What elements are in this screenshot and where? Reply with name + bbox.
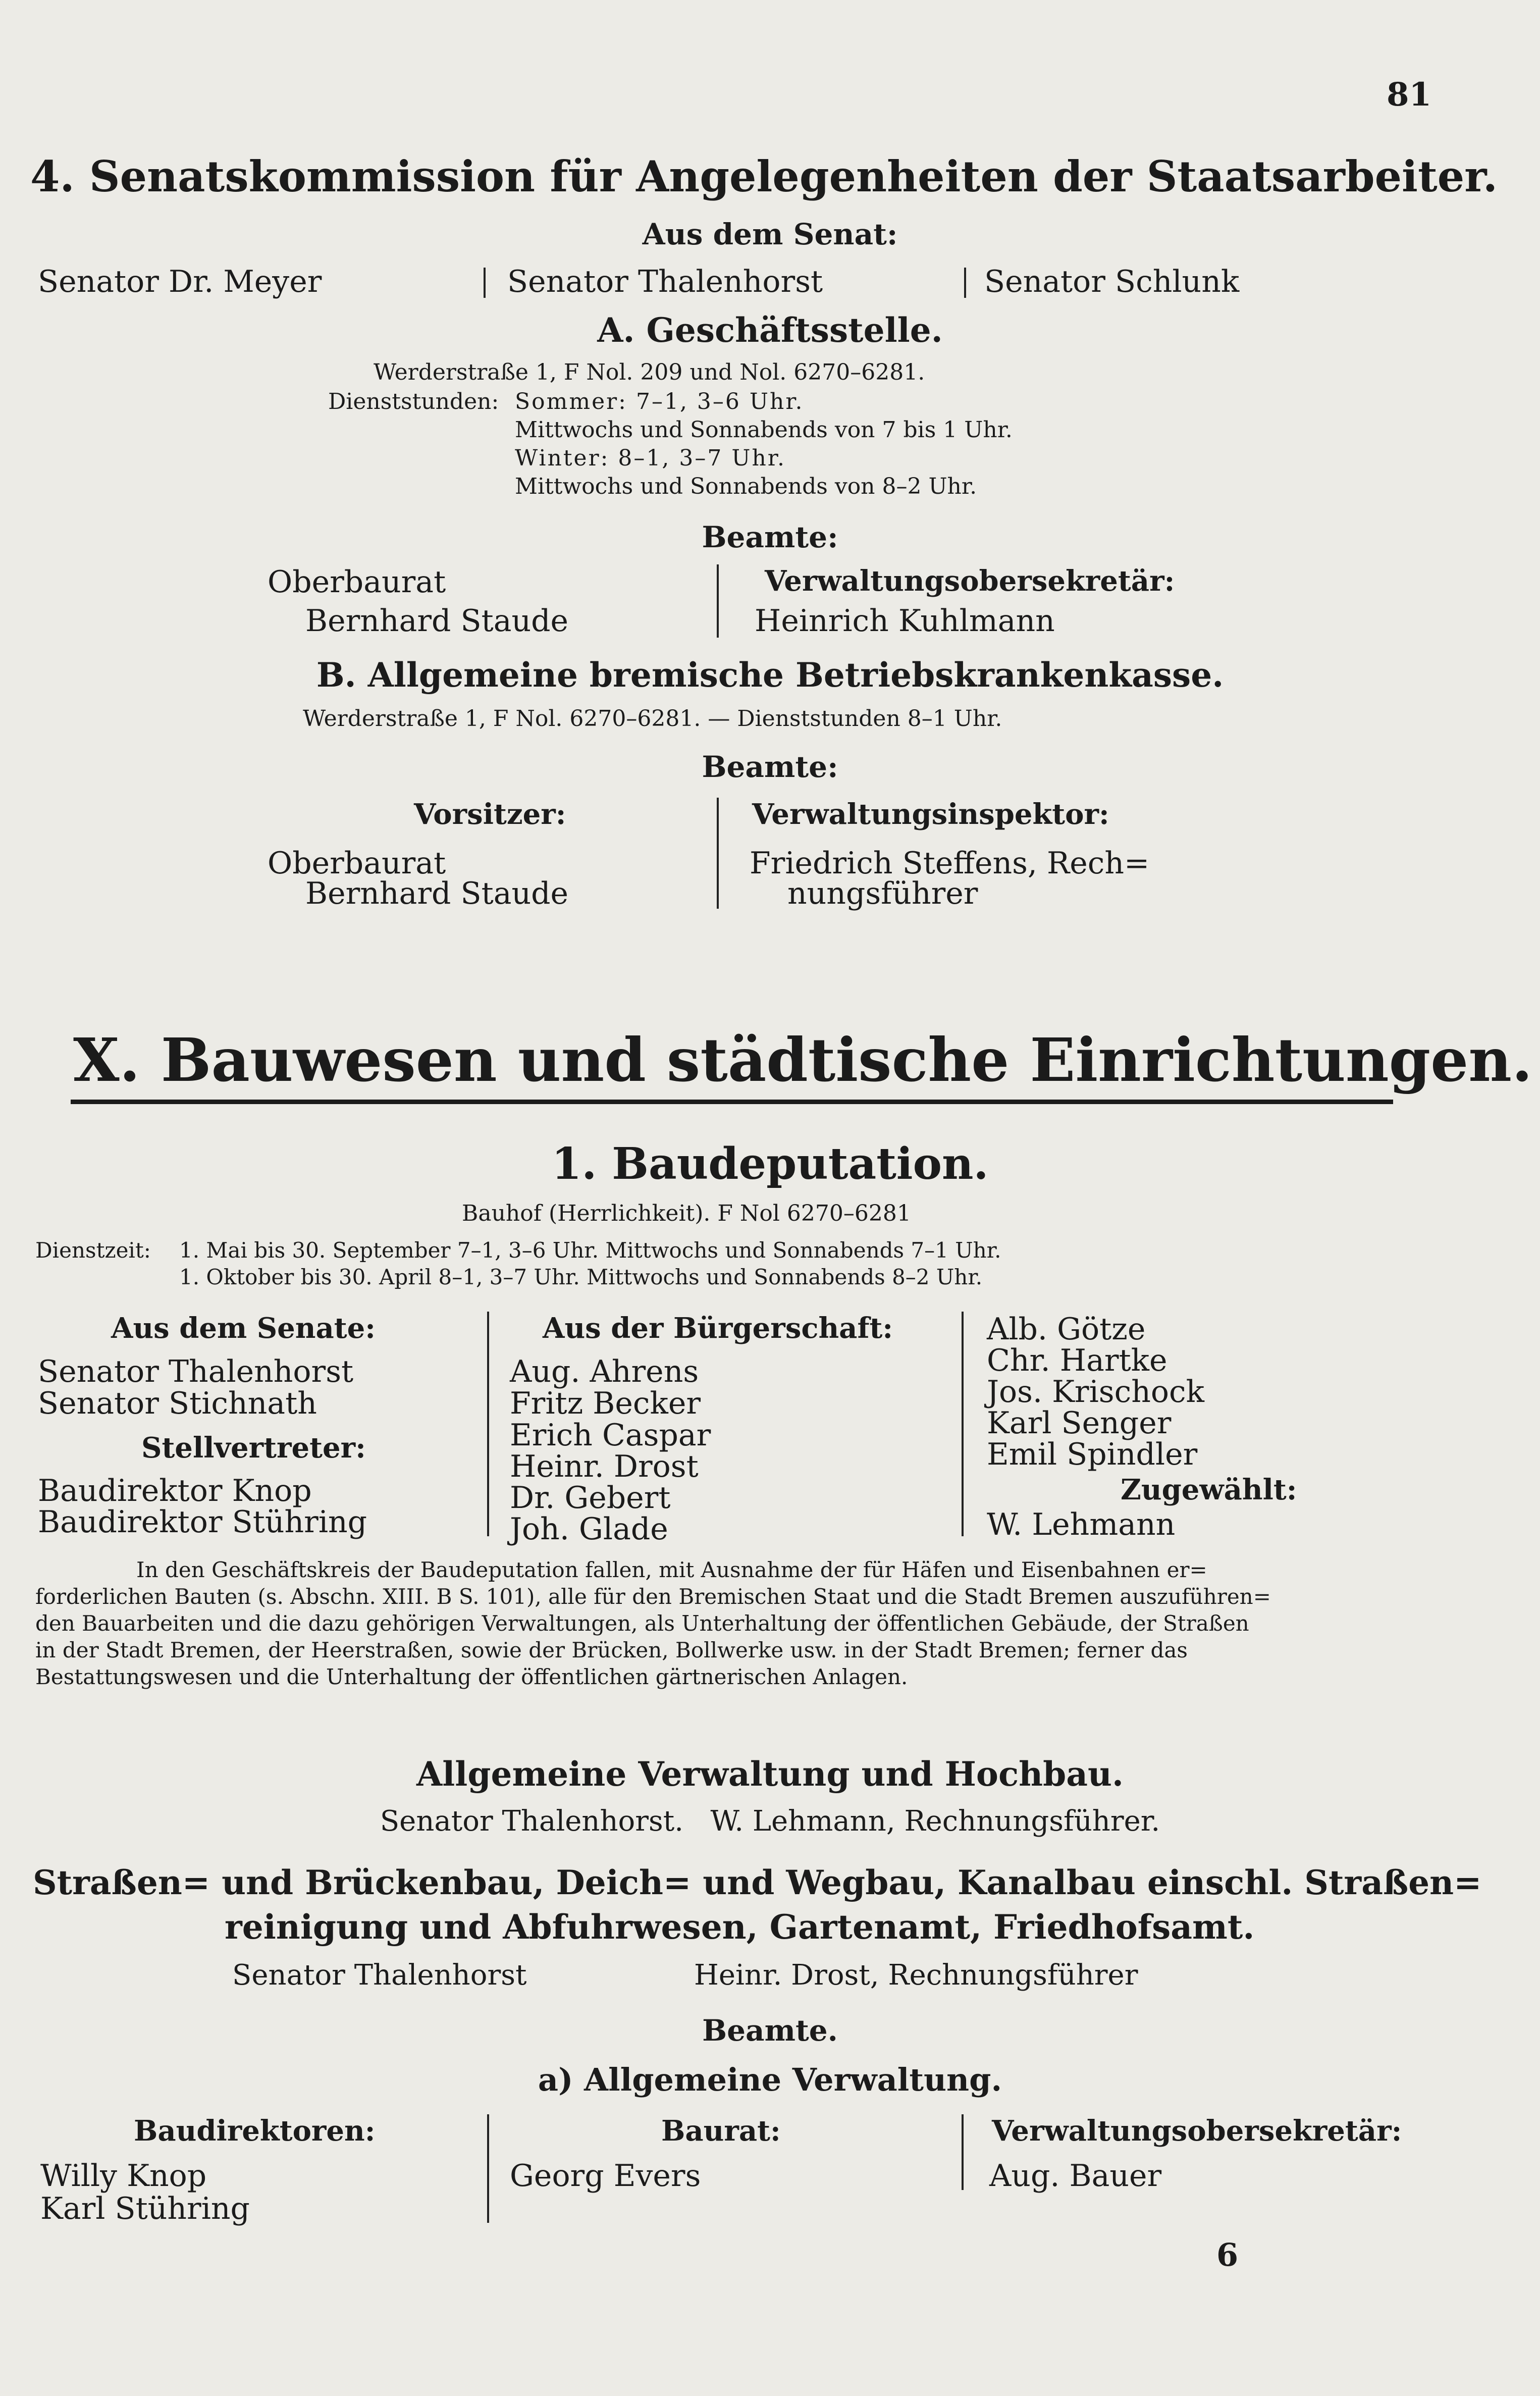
citizen-member: Emil Spindler [987,1437,1198,1472]
bauhof-line: Bauhof (Herrlichkeit). F Nol 6270–6281 [462,1201,911,1226]
official-name: Heinrich Kuhlmann [755,603,1055,639]
column-divider [487,2114,489,2223]
official-name: Willy Knop [40,2158,207,2194]
column-heading: Aus der Bürgerschaft: [543,1312,893,1345]
address-line: Werderstraße 1, F Nol. 209 und Nol. 6270–6281. [374,359,925,385]
official-title: Oberbaurat [268,846,446,881]
hours-label: Dienststunden: [328,389,499,414]
member-middle: Senator Thalenhorst [507,264,823,299]
deputy-member: Baudirektor Stühring [38,1504,367,1540]
official-name: Friedrich Steffens, Rech= [750,846,1150,881]
column-divider [484,268,486,298]
deputy-member: Baudirektor Knop [38,1473,312,1508]
citizen-member: Joh. Glade [510,1512,668,1547]
dienstzeit-label: Dienstzeit: [35,1238,151,1263]
paragraph-line: den Bauarbeiten und die dazu gehörigen Verwaltungen, als Unterhaltung der öffentlichen Gebäude, der Straßen [35,1611,1249,1636]
citizen-member: Chr. Hartke [987,1343,1167,1378]
paragraph-line: Bestattungswesen und die Unterhaltung der öffentlichen gärtnerischen Anlagen. [35,1664,908,1689]
citizen-member: Erich Caspar [510,1418,711,1453]
beamte-heading: Beamte: [702,750,838,784]
hours-line: Sommer: 7–1, 3–6 Uhr. [515,389,804,414]
subsection-title-a: A. Geschäftsstelle. [597,310,943,350]
subsection-title: reinigung und Abfuhrwesen, Gartenamt, Friedhofsamt. [225,1907,1255,1947]
citizen-member: Fritz Becker [510,1386,701,1421]
role-heading: Vorsitzer: [414,798,566,831]
column-heading: Aus dem Senate: [111,1312,376,1345]
citizen-member: Heinr. Drost [510,1449,699,1484]
official-name: Senator Thalenhorst [232,1959,527,1992]
member-left: Senator Dr. Meyer [38,264,322,299]
subsection-title: Straßen= und Brückenbau, Deich= und Wegbau, Kanalbau einschl. Straßen= [33,1863,1482,1902]
column-heading: Zugewählt: [1121,1473,1297,1506]
column-divider [964,268,966,298]
column-heading: Baudirektoren: [134,2114,376,2148]
citizen-member: Jos. Krischock [987,1374,1204,1410]
column-heading: Stellvertreter: [141,1431,366,1465]
official-name: Karl Stühring [40,2191,250,2226]
senate-member: Senator Thalenhorst [38,1354,354,1389]
column-divider [717,564,719,638]
subsection-title: Allgemeine Verwaltung und Hochbau. [416,1754,1124,1794]
hours-line: Mittwochs und Sonnabends von 7 bis 1 Uhr. [515,417,1013,443]
column-heading: Verwaltungsobersekretär: [992,2114,1402,2148]
column-heading: Baurat: [661,2114,781,2148]
subsection-title: a) Allgemeine Verwaltung. [538,2061,1002,2098]
section-title: 4. Senatskommission für Angelegenheiten der Staatsarbeiter. [30,151,1498,201]
citizen-member: Dr. Gebert [510,1480,671,1516]
official-name: Bernhard Staude [305,876,569,911]
member-right: Senator Schlunk [984,264,1240,299]
column-divider [717,798,719,909]
chapter-title: X. Bauwesen und städtische Einrichtungen. [73,1025,1533,1095]
column-divider [487,1312,489,1536]
official-name: Bernhard Staude [305,603,569,639]
official-name: Heinr. Drost, Rechnungsführer [694,1959,1138,1992]
citizen-member: Alb. Götze [987,1312,1146,1347]
aus-senat-heading: Aus dem Senat: [642,217,898,251]
elected-member: W. Lehmann [987,1507,1176,1542]
sheet-signature: 6 [1216,2236,1239,2273]
role-heading: Verwaltungsinspektor: [752,798,1109,831]
official-title: Oberbaurat [268,564,446,600]
hours-line: Winter: 8–1, 3–7 Uhr. [515,445,786,471]
hours-line: Mittwochs und Sonnabends von 8–2 Uhr. [515,474,977,499]
column-divider [962,1312,964,1536]
citizen-member: Karl Senger [987,1405,1172,1441]
official-title: Verwaltungsobersekretär: [765,564,1175,598]
citizen-member: Aug. Ahrens [510,1354,699,1389]
official-name: Georg Evers [510,2158,701,2194]
dienstzeit-line: 1. Oktober bis 30. April 8–1, 3–7 Uhr. Mittwochs und Sonnabends 8–2 Uhr. [179,1265,983,1289]
beamte-heading: Beamte. [702,2013,838,2048]
column-divider [962,2114,964,2190]
address-line: Werderstraße 1, F Nol. 6270–6281. — Dienststunden 8–1 Uhr. [303,706,1002,732]
paragraph-line: in der Stadt Bremen, der Heerstraßen, sowie der Brücken, Bollwerke usw. in der Stadt Bremen; ferner das [35,1638,1188,1662]
dienstzeit-line: 1. Mai bis 30. September 7–1, 3–6 Uhr. Mittwochs und Sonnabends 7–1 Uhr. [179,1238,1001,1263]
officials-line: Senator Thalenhorst. W. Lehmann, Rechnungsführer. [380,1805,1160,1838]
paragraph-line: In den Geschäftskreis der Baudeputation fallen, mit Ausnahme der für Häfen und Eisenbahnen er= [136,1557,1207,1582]
paragraph-line: forderlichen Bauten (s. Abschn. XIII. B S. 101), alle für den Bremischen Staat und die Stadt Bremen auszuführen= [35,1584,1271,1609]
page-number: 81 [1386,76,1431,114]
chapter-rule [71,1100,1393,1104]
official-name: Aug. Bauer [989,2158,1162,2194]
subsection-title-b: B. Allgemeine bremische Betriebskrankenkasse. [316,655,1224,695]
beamte-heading: Beamte: [702,520,838,554]
official-name: nungsführer [787,876,978,911]
subchapter-title: 1. Baudeputation. [551,1138,989,1189]
senate-member: Senator Stichnath [38,1386,317,1421]
